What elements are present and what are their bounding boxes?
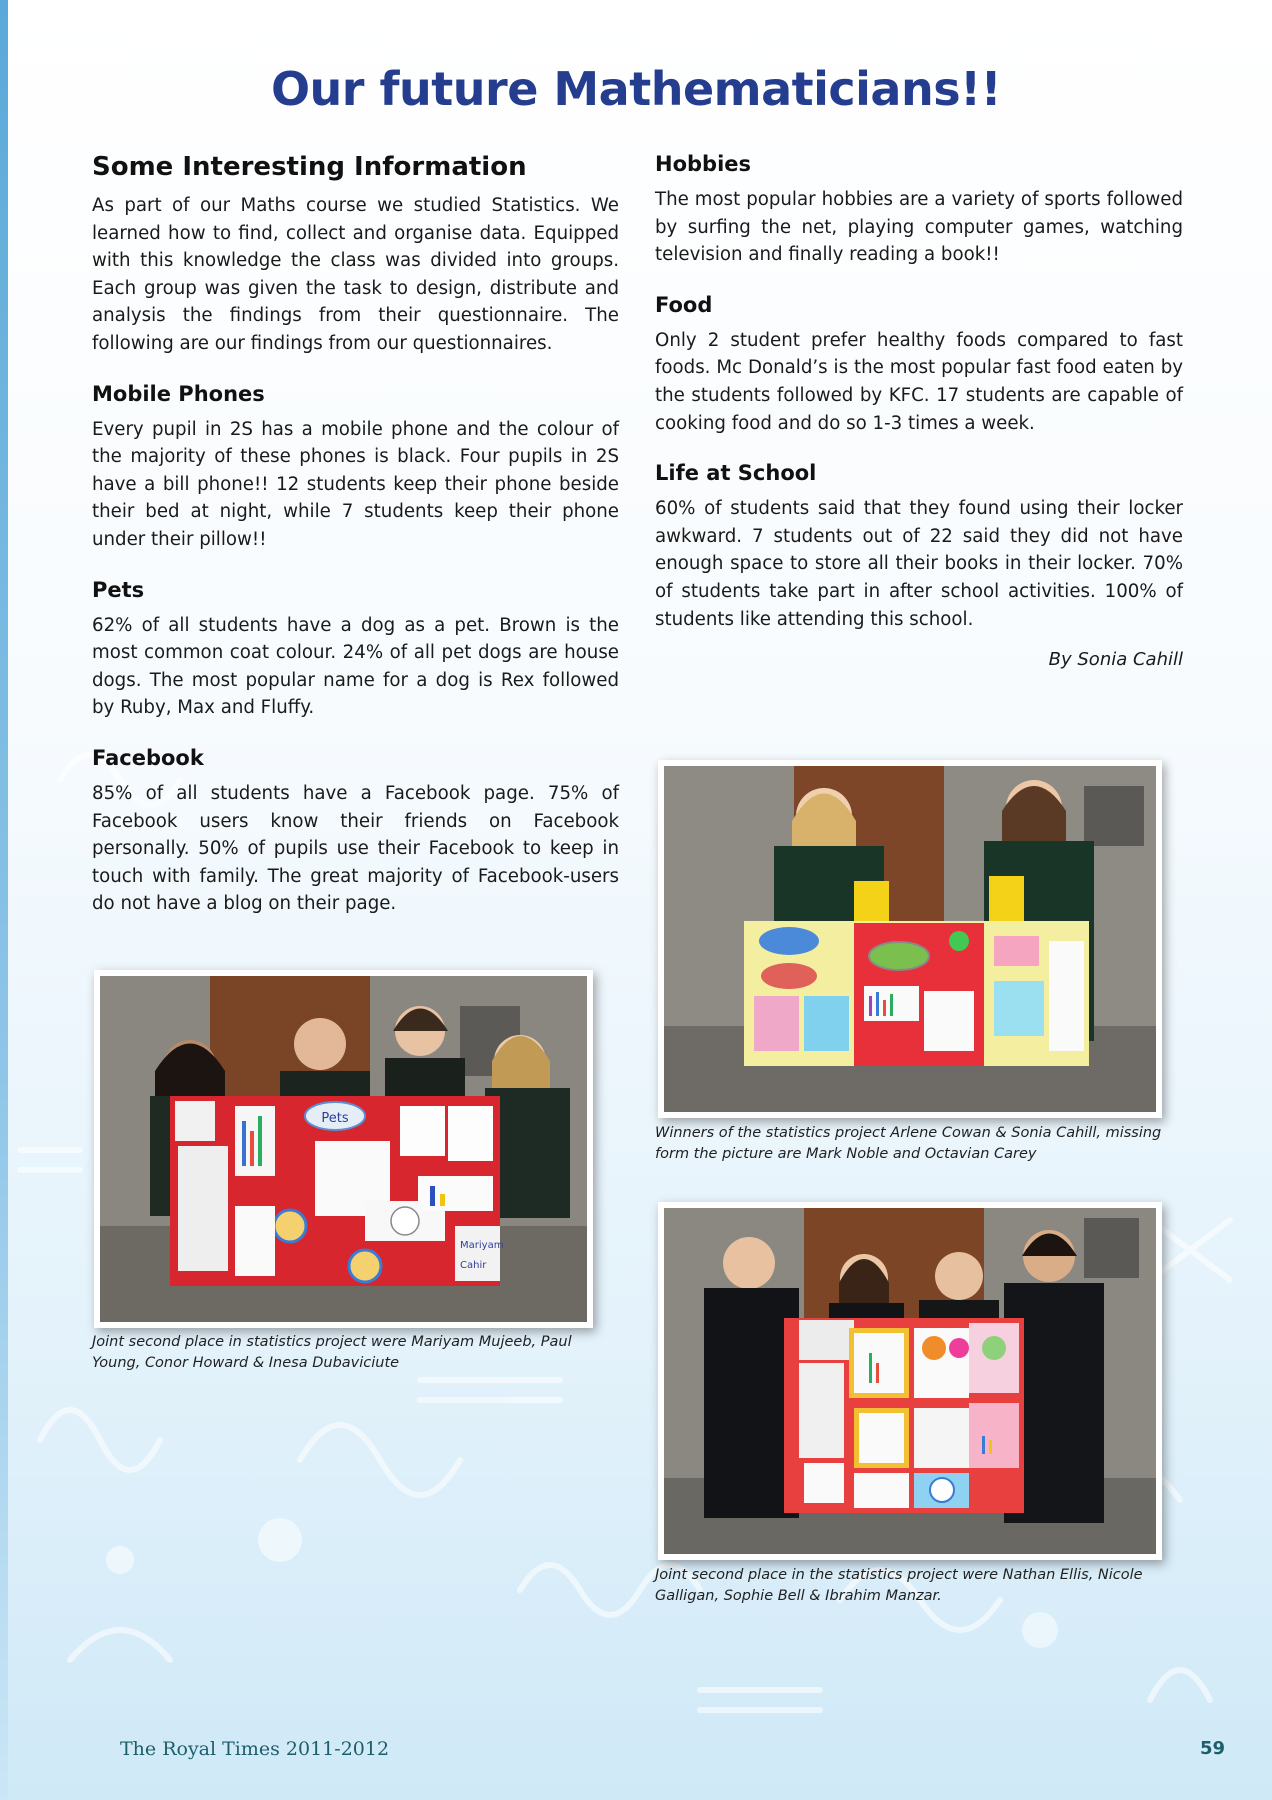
photo-winners xyxy=(658,760,1162,1118)
right-column xyxy=(655,152,1183,670)
pets-text: 62% of all students have a dog as a pet. Brown is the most common coat colour. 24% of all pet dogs are house dogs. The most popular name for a dog is Rex followed by Ruby, Max and Fluffy. xyxy=(92,614,619,719)
poster-label-mariyam: Mariyam xyxy=(460,1240,504,1251)
page-number: 59 xyxy=(1200,1738,1226,1759)
footer-publication: The Royal Times 2011-2012 xyxy=(120,1738,390,1760)
photo-winners-with-yellow-poster xyxy=(664,766,1156,1112)
photo-joint-second-right xyxy=(658,1202,1162,1560)
life-at-school-text: 60% of students said that they found using their locker awkward. 7 students out of 22 said they did not have enough space to store all their books in their locker. 70% of students take part in after school activities. 100% of students like attending this school. xyxy=(655,498,1183,630)
photo-students-with-patchwork-poster xyxy=(664,1208,1156,1554)
photo-1-caption: Joint second place in statistics project were Mariyam Mujeeb, Paul Young, Conor Howard & Inesa Dubaviciute xyxy=(92,1334,572,1371)
section-heading: Some Interesting Information xyxy=(92,152,527,182)
intro-paragraph: As part of our Maths course we studied Statistics. We learned how to find, collect and organise data. Equipped with this knowledge the class was divided into groups. Each group was given the task to design, distribute and analysis the findings from their questionnaire. The following are our findings from our questionnaires. xyxy=(92,195,619,354)
photo-joint-second-left xyxy=(94,970,593,1328)
life-at-school-heading: Life at School xyxy=(655,461,817,486)
mobile-phones-heading: Mobile Phones xyxy=(92,381,265,406)
poster-label-cahir: Cahir xyxy=(460,1260,487,1271)
photo-3-caption: Joint second place in the statistics project were Nathan Ellis, Nicole Galligan, Sophie Bell & Ibrahim Manzar. xyxy=(655,1567,1143,1604)
food-text: Only 2 student prefer healthy foods compared to fast foods. Mc Donald’s is the most popular fast food eaten by the students followed by KFC. 17 students are capable of cooking food and do so 1-3 times a week. xyxy=(655,329,1183,434)
byline: By Sonia Cahill xyxy=(1048,649,1183,671)
facebook-heading: Facebook xyxy=(92,745,204,770)
hobbies-heading: Hobbies xyxy=(655,152,752,176)
facebook-text: 85% of all students have a Facebook page. 75% of Facebook users know their friends on Facebook personally. 50% of pupils use their Facebook to keep in touch with family. The great majority of Facebook-users do not have a blog on their page. xyxy=(92,782,619,915)
photo-2-caption: Winners of the statistics project Arlene Cowan & Sonia Cahill, missing form the picture are Mark Noble and Octavian Carey xyxy=(655,1125,1162,1162)
left-column xyxy=(92,152,619,942)
poster-label-pets: Pets xyxy=(321,1111,349,1126)
food-heading: Food xyxy=(655,292,713,317)
page-title: Our future Mathematicians!! xyxy=(270,62,1002,116)
photo-students-with-red-poster xyxy=(100,976,587,1322)
hobbies-text: The most popular hobbies are a variety of sports followed by surfing the net, playing computer games, watching television and finally reading a book!! xyxy=(655,189,1183,266)
pets-heading: Pets xyxy=(92,577,145,602)
mobile-phones-text: Every pupil in 2S has a mobile phone and the colour of the majority of these phones is black. Four pupils in 2S have a bill phone!! 12 students keep their phone beside their bed at night, while 7 students keep their phone under their pillow!! xyxy=(92,418,619,550)
